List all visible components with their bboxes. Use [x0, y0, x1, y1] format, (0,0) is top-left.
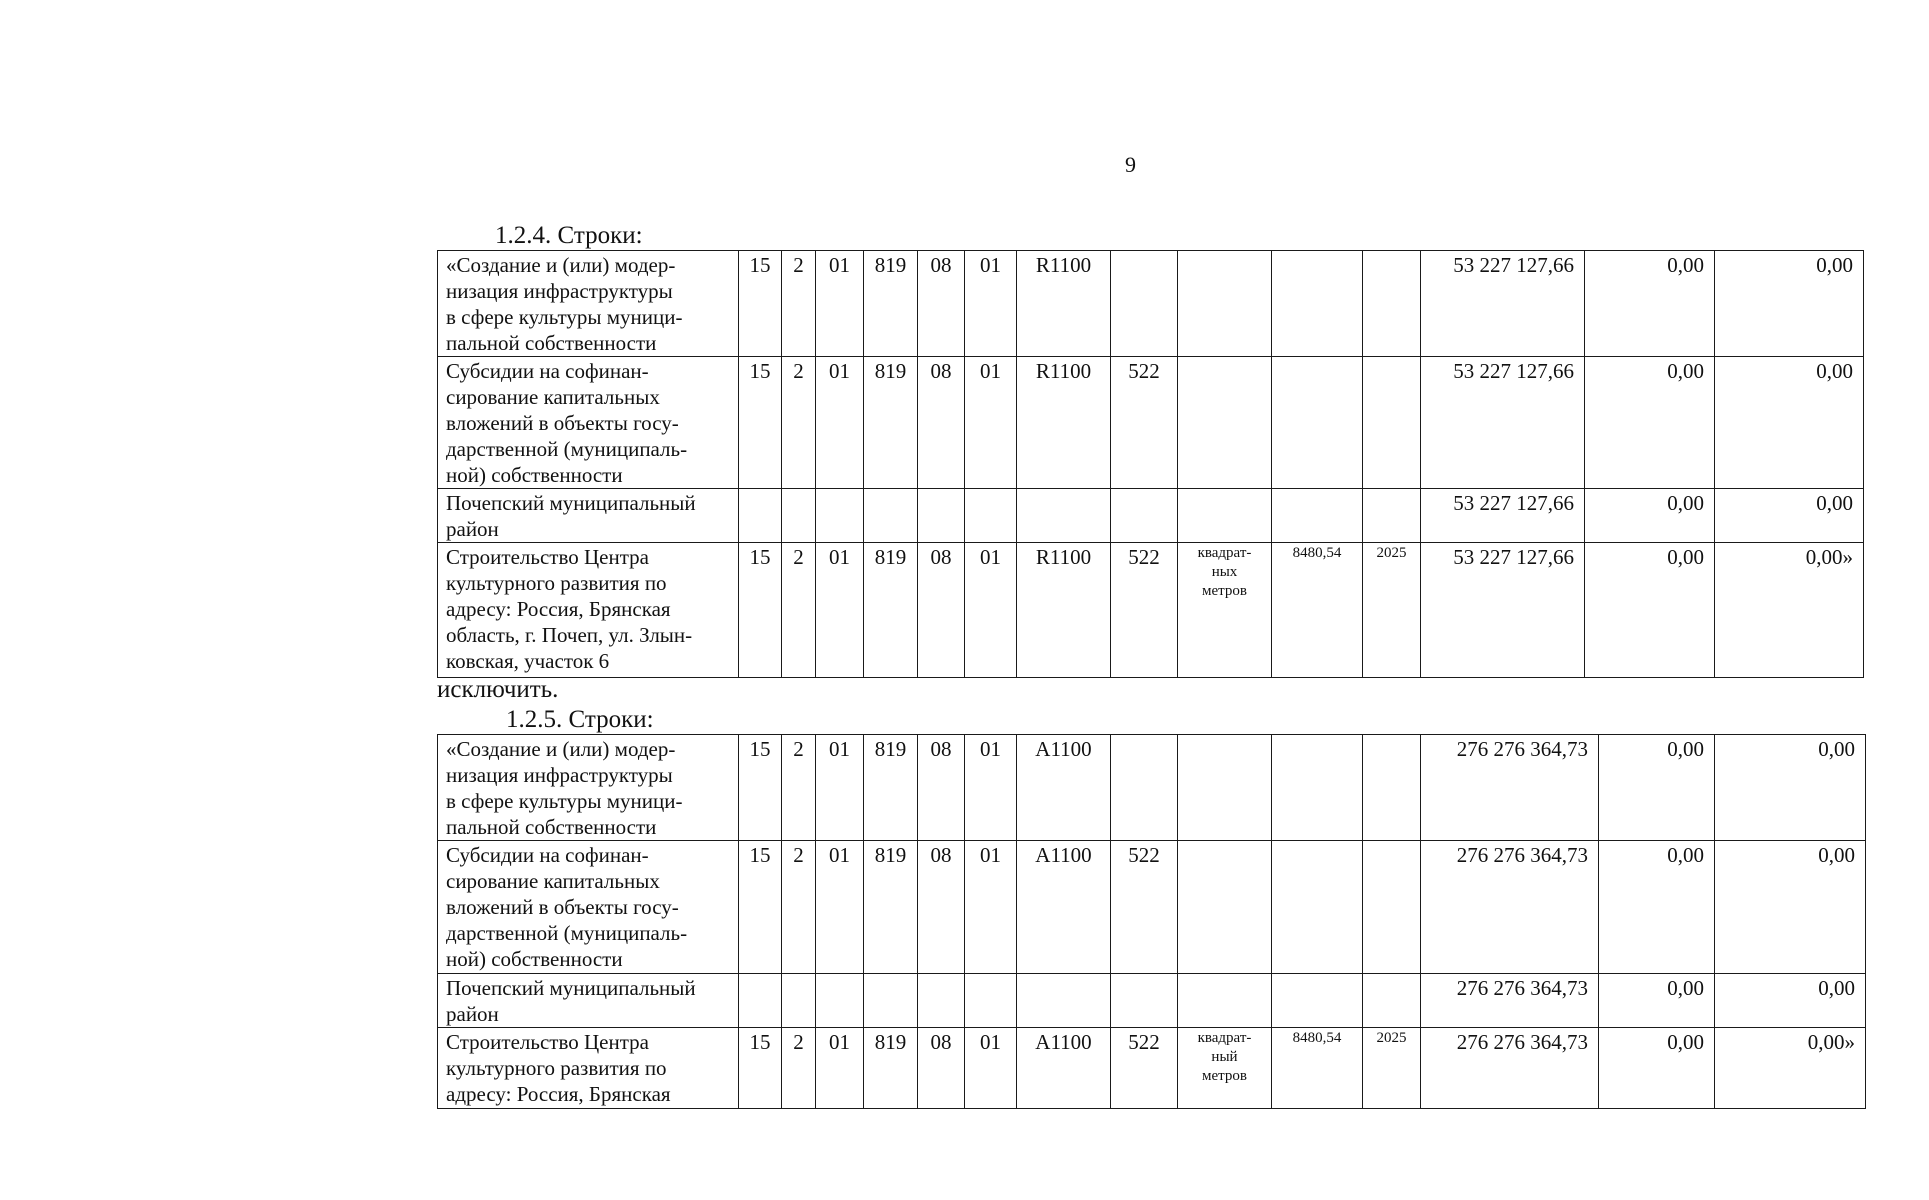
cell-unit	[1178, 974, 1272, 1028]
cell-event: 01	[816, 841, 864, 974]
cell-section: 08	[918, 841, 965, 974]
cell-section	[918, 489, 965, 543]
cell-target-code: A1100	[1017, 735, 1111, 841]
cell-program: 15	[739, 357, 782, 489]
cell-section: 08	[918, 251, 965, 357]
cell-unit	[1178, 251, 1272, 357]
cell-target-code	[1017, 489, 1111, 543]
cell-capacity	[1272, 735, 1363, 841]
exclude-text: исключить.	[437, 676, 559, 703]
cell-amount-1: 53 227 127,66	[1421, 357, 1585, 489]
cell-subprogram: 2	[782, 543, 816, 678]
cell-expense-type	[1111, 251, 1178, 357]
table-row	[438, 543, 1864, 678]
cell-amount-3: 0,00»	[1715, 543, 1864, 678]
cell-year	[1363, 251, 1421, 357]
cell-amount-2: 0,00	[1599, 1028, 1715, 1109]
cell-admin-code: 819	[864, 543, 918, 678]
section-title-1-2-5: 1.2.5. Строки:	[506, 706, 654, 733]
cell-amount-2: 0,00	[1599, 841, 1715, 974]
cell-expense-type: 522	[1111, 841, 1178, 974]
cell-program	[739, 974, 782, 1028]
cell-admin-code: 819	[864, 841, 918, 974]
cell-subprogram: 2	[782, 251, 816, 357]
cell-unit: квадрат- ный метров	[1178, 1028, 1272, 1109]
cell-subprogram: 2	[782, 735, 816, 841]
cell-target-code: R1100	[1017, 357, 1111, 489]
cell-program: 15	[739, 543, 782, 678]
section-title-1-2-4: 1.2.4. Строки:	[495, 222, 643, 249]
cell-subsection: 01	[965, 1028, 1017, 1109]
table-row	[438, 251, 1864, 357]
cell-subsection: 01	[965, 735, 1017, 841]
cell-event: 01	[816, 251, 864, 357]
cell-expense-type	[1111, 735, 1178, 841]
cell-amount-2: 0,00	[1585, 543, 1715, 678]
row-name: Субсидии на софинан- сирование капитальных вложений в объекты госу- дарственной (муниципаль- ной) собственности	[438, 357, 739, 489]
cell-section	[918, 974, 965, 1028]
cell-program	[739, 489, 782, 543]
cell-subsection: 01	[965, 251, 1017, 357]
cell-capacity	[1272, 251, 1363, 357]
row-name: Почепский муниципальный район	[438, 974, 739, 1028]
cell-subsection	[965, 974, 1017, 1028]
cell-program: 15	[739, 1028, 782, 1109]
cell-amount-1: 276 276 364,73	[1421, 841, 1599, 974]
table-row	[438, 489, 1864, 543]
cell-event	[816, 974, 864, 1028]
cell-unit	[1178, 841, 1272, 974]
cell-unit: квадрат- ных метров	[1178, 543, 1272, 678]
cell-unit	[1178, 489, 1272, 543]
cell-section: 08	[918, 543, 965, 678]
cell-program: 15	[739, 251, 782, 357]
row-name: Почепский муниципальный район	[438, 489, 739, 543]
cell-admin-code	[864, 489, 918, 543]
cell-amount-1: 53 227 127,66	[1421, 251, 1585, 357]
cell-unit	[1178, 357, 1272, 489]
cell-event	[816, 489, 864, 543]
cell-admin-code	[864, 974, 918, 1028]
cell-year: 2025	[1363, 543, 1421, 678]
cell-admin-code: 819	[864, 735, 918, 841]
cell-section: 08	[918, 357, 965, 489]
cell-subsection: 01	[965, 357, 1017, 489]
cell-target-code: A1100	[1017, 1028, 1111, 1109]
cell-amount-1: 276 276 364,73	[1421, 974, 1599, 1028]
cell-expense-type	[1111, 974, 1178, 1028]
table-row	[438, 735, 1866, 841]
cell-amount-1: 53 227 127,66	[1421, 489, 1585, 543]
cell-amount-2: 0,00	[1599, 974, 1715, 1028]
cell-unit	[1178, 735, 1272, 841]
cell-event: 01	[816, 543, 864, 678]
cell-program: 15	[739, 735, 782, 841]
cell-admin-code: 819	[864, 1028, 918, 1109]
cell-subprogram: 2	[782, 841, 816, 974]
cell-amount-3: 0,00	[1715, 251, 1864, 357]
cell-section: 08	[918, 735, 965, 841]
cell-amount-3: 0,00	[1715, 489, 1864, 543]
row-name: Строительство Центра культурного развития по адресу: Россия, Брянская область, г. Почеп, ул. Злын- ковская, участок 6	[438, 543, 739, 678]
cell-subprogram: 2	[782, 357, 816, 489]
cell-section: 08	[918, 1028, 965, 1109]
cell-amount-3: 0,00»	[1715, 1028, 1866, 1109]
cell-amount-1: 276 276 364,73	[1421, 735, 1599, 841]
cell-expense-type: 522	[1111, 543, 1178, 678]
cell-capacity: 8480,54	[1272, 543, 1363, 678]
row-name: «Создание и (или) модер- низация инфраструктуры в сфере культуры муници- пальной собственности	[438, 735, 739, 841]
cell-event: 01	[816, 735, 864, 841]
page-number: 9	[1125, 152, 1136, 177]
cell-expense-type: 522	[1111, 1028, 1178, 1109]
cell-expense-type: 522	[1111, 357, 1178, 489]
cell-subprogram: 2	[782, 1028, 816, 1109]
table-row	[438, 841, 1866, 974]
cell-event: 01	[816, 357, 864, 489]
cell-year	[1363, 489, 1421, 543]
cell-amount-3: 0,00	[1715, 357, 1864, 489]
cell-subsection: 01	[965, 543, 1017, 678]
cell-admin-code: 819	[864, 251, 918, 357]
cell-year: 2025	[1363, 1028, 1421, 1109]
cell-capacity: 8480,54	[1272, 1028, 1363, 1109]
cell-capacity	[1272, 841, 1363, 974]
cell-target-code	[1017, 974, 1111, 1028]
cell-target-code: R1100	[1017, 251, 1111, 357]
cell-subsection: 01	[965, 841, 1017, 974]
cell-year	[1363, 841, 1421, 974]
cell-amount-3: 0,00	[1715, 841, 1866, 974]
cell-admin-code: 819	[864, 357, 918, 489]
cell-year	[1363, 974, 1421, 1028]
cell-capacity	[1272, 974, 1363, 1028]
cell-subsection	[965, 489, 1017, 543]
cell-capacity	[1272, 489, 1363, 543]
table-row	[438, 357, 1864, 489]
cell-amount-2: 0,00	[1585, 251, 1715, 357]
row-name: «Создание и (или) модер- низация инфраструктуры в сфере культуры муници- пальной собственности	[438, 251, 739, 357]
cell-amount-3: 0,00	[1715, 974, 1866, 1028]
cell-year	[1363, 735, 1421, 841]
cell-capacity	[1272, 357, 1363, 489]
budget-table-1-2-5	[437, 734, 1866, 1109]
table-row	[438, 1028, 1866, 1109]
cell-amount-2: 0,00	[1585, 357, 1715, 489]
cell-amount-2: 0,00	[1599, 735, 1715, 841]
cell-amount-2: 0,00	[1585, 489, 1715, 543]
cell-target-code: R1100	[1017, 543, 1111, 678]
cell-target-code: A1100	[1017, 841, 1111, 974]
cell-amount-3: 0,00	[1715, 735, 1866, 841]
cell-expense-type	[1111, 489, 1178, 543]
budget-table-1-2-4	[437, 250, 1864, 678]
row-name: Строительство Центра культурного развития по адресу: Россия, Брянская	[438, 1028, 739, 1109]
row-name: Субсидии на софинан- сирование капитальных вложений в объекты госу- дарственной (муниципаль- ной) собственности	[438, 841, 739, 974]
cell-subprogram	[782, 974, 816, 1028]
cell-event: 01	[816, 1028, 864, 1109]
cell-amount-1: 53 227 127,66	[1421, 543, 1585, 678]
table-row	[438, 974, 1866, 1028]
cell-amount-1: 276 276 364,73	[1421, 1028, 1599, 1109]
cell-subprogram	[782, 489, 816, 543]
cell-year	[1363, 357, 1421, 489]
cell-program: 15	[739, 841, 782, 974]
